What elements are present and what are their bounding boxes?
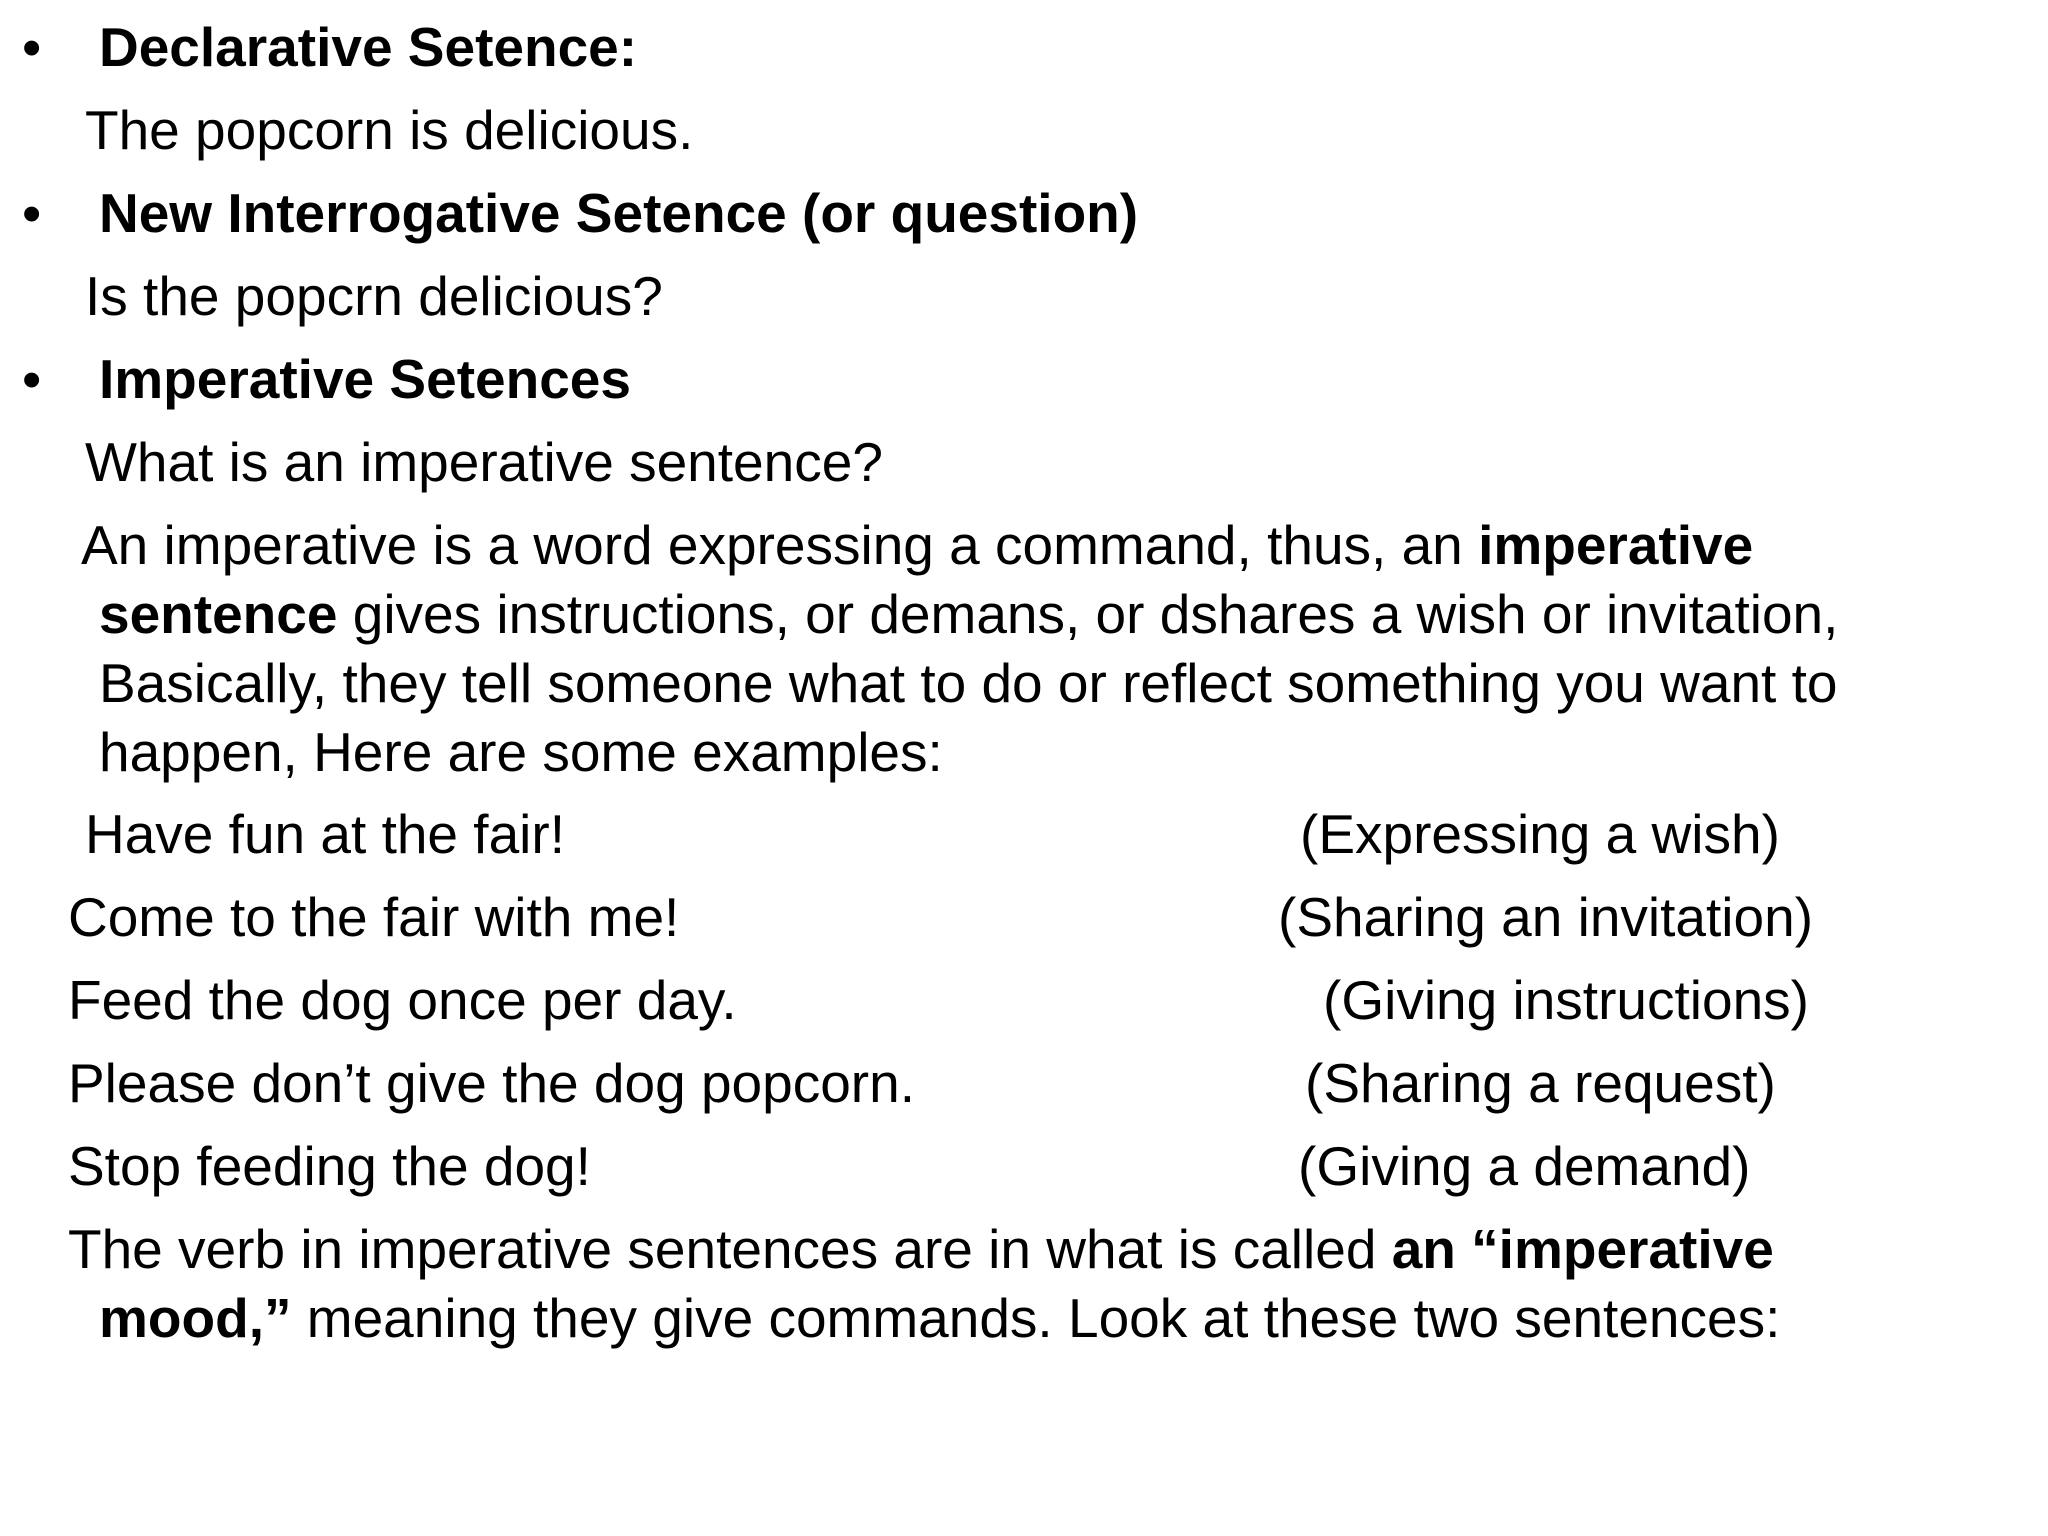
definition-term-imperative: imperative: [1478, 514, 1754, 576]
heading-declarative: Declarative Setence:: [99, 16, 638, 78]
definition-line-2-text: gives instructions, or demans, or dshares a wish or invitation,: [337, 583, 1839, 645]
closing-line-2-text: meaning they give commands. Look at these two sentences:: [291, 1287, 1781, 1349]
heading-interrogative: New Interrogative Setence (or question): [99, 182, 1139, 244]
example-sentence: Stop feeding the dog!: [68, 1135, 591, 1197]
question-imperative: What is an imperative sentence?: [85, 431, 883, 493]
example-purpose: (Sharing an invitation): [1278, 886, 1814, 948]
closing-line-1-text: The verb in imperative sentences are in what is called: [68, 1218, 1392, 1280]
definition-line-4: happen, Here are some examples:: [99, 721, 943, 783]
closing-term-imperative: an “imperative: [1391, 1218, 1774, 1280]
example-sentence: Feed the dog once per day.: [68, 969, 737, 1031]
closing-line-2: [99, 1284, 1780, 1352]
definition-term-sentence: sentence: [99, 583, 338, 645]
definition-line-2: [99, 580, 1838, 648]
example-declarative: The popcorn is delicious.: [85, 99, 694, 161]
example-sentence: Come to the fair with me!: [68, 886, 680, 948]
example-purpose: (Giving instructions): [1323, 969, 1809, 1031]
definition-line-1: [81, 511, 1753, 579]
bullet-interrogative: •: [22, 182, 42, 244]
example-purpose: (Expressing a wish): [1300, 803, 1780, 865]
definition-line-1-text: An imperative is a word expressing a command, thus, an: [81, 514, 1479, 576]
example-sentence: Please don’t give the dog popcorn.: [68, 1052, 915, 1114]
closing-term-mood: mood,”: [99, 1287, 292, 1349]
example-sentence: Have fun at the fair!: [85, 803, 565, 865]
example-purpose: (Sharing a request): [1305, 1052, 1776, 1114]
bullet-declarative: •: [22, 16, 42, 78]
closing-line-1: [68, 1215, 1774, 1283]
example-purpose: (Giving a demand): [1298, 1135, 1751, 1197]
definition-line-3: Basically, they tell someone what to do or reflect something you want to: [99, 652, 1838, 714]
heading-imperative: Imperative Setences: [99, 348, 631, 410]
example-interrogative: Is the popcrn delicious?: [85, 265, 663, 327]
bullet-imperative: •: [22, 348, 42, 410]
